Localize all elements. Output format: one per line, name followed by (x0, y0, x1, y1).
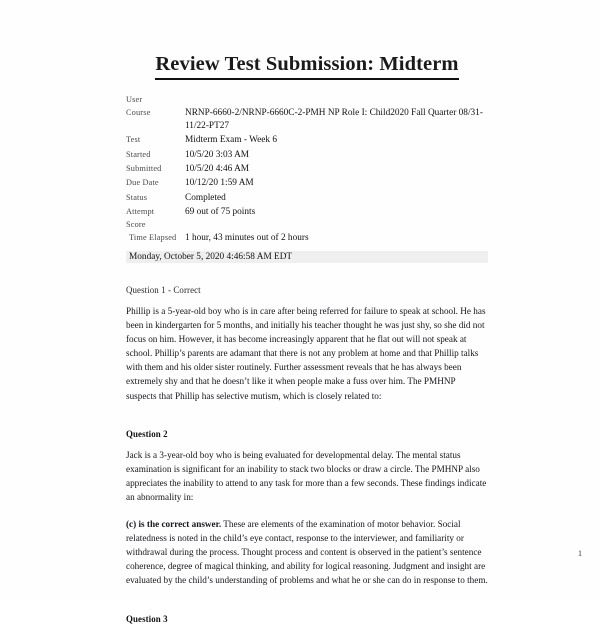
question-block-3 (126, 614, 488, 624)
table-row-attempt-score-cont (126, 219, 488, 232)
question-block-1 (126, 285, 488, 403)
question-1-body: Phillip is a 5-year-old boy who is in care after being referred for failure to speak at school. He has been in kindergarten for 5 months, and initially his teacher thought he was just shy, so she did not focus on him. However, it has become increasingly apparent that he flat out will not speak at school. Phillip’s parents are adamant that there is not any problem at home and that Phillip talks with them and his older sister routinely. Further assessment reveals that he has always been extremely shy and that he doesn’t like it when people make a fuss over him. The PMHNP suspects that Phillip has selective mutism, which is closely related to: (126, 306, 486, 401)
table-row-status (126, 192, 488, 206)
question-2-answer-lead: (c) is the correct answer. (126, 518, 222, 529)
question-2-body: Jack is a 3-year-old boy who is being evaluated for developmental delay. The mental status examination is significant for an inability to stack two blocks or draw a circle. The PMHNP also appreciates the inability to attend to any task for more than a few seconds. These findings indicate an abnormality in: (126, 449, 487, 502)
info-value-spacer (185, 219, 488, 232)
table-row-user (126, 94, 488, 107)
info-value-course: NRNP-6660-2/NRNP-6660C-2-PMH NP Role I: Child2020 Fall Quarter 08/31-11/22-PT27 (185, 107, 483, 131)
question-2-heading: Question 2 (126, 428, 168, 439)
info-value-submitted: 10/5/20 4:46 AM (185, 163, 250, 174)
info-label-course: Course (126, 107, 151, 117)
info-value-status: Completed (185, 192, 226, 203)
info-label-attempt-score-line2: Score (126, 220, 146, 230)
question-2-answer-text: These are elements of the examination of motor behavior. Social relatedness is noted in the child’s eye contact, response to the interviewer, and familiarity or withdrawal during the process. Thought process and content is observed in the patient’s sentence coherence, degree of magical thinking, and ability for logical reasoning. Judgment and insight are evaluated by the child’s understanding of problems and what he or she can do in response to them. (126, 518, 488, 586)
info-value-test: Midterm Exam - Week 6 (185, 135, 278, 146)
info-label-due-date: Due Date (126, 178, 159, 188)
page-title (126, 0, 488, 80)
info-value-time-elapsed: 1 hour, 43 minutes out of 2 hours (185, 233, 309, 244)
info-value-user (185, 94, 488, 107)
info-label-submitted: Submitted (126, 163, 162, 173)
info-label-status: Status (126, 192, 148, 202)
table-row-time-elapsed (126, 232, 488, 246)
table-row-course (126, 107, 488, 135)
info-label-started: Started (126, 149, 151, 159)
question-1-heading: Question 1 - Correct (126, 285, 201, 296)
info-label-user: User (126, 94, 143, 104)
submission-info-table (126, 94, 488, 247)
info-value-attempt-score: 69 out of 75 points (185, 207, 256, 217)
info-value-due-date: 10/12/20 1:59 AM (185, 178, 254, 189)
table-row-attempt-score (126, 206, 488, 219)
question-2-answer (126, 517, 488, 587)
info-label-time-elapsed: Time Elapsed (129, 233, 177, 243)
info-label-attempt-score: Attempt (126, 207, 155, 216)
page-title-text: Review Test Submission: Midterm (155, 52, 458, 80)
info-value-started: 10/5/20 3:03 AM (185, 149, 250, 160)
table-row-test (126, 134, 488, 148)
table-row-submitted (126, 163, 488, 177)
table-row-due-date (126, 177, 488, 191)
page-number: 1 (578, 549, 582, 558)
info-label-test: Test (126, 135, 141, 145)
question-3-heading: Question 3 (126, 614, 168, 625)
document-content (126, 0, 488, 633)
table-row-started (126, 149, 488, 163)
question-block-2 (126, 429, 488, 588)
submission-timestamp: Monday, October 5, 2020 4:46:58 AM EDT (126, 251, 488, 264)
